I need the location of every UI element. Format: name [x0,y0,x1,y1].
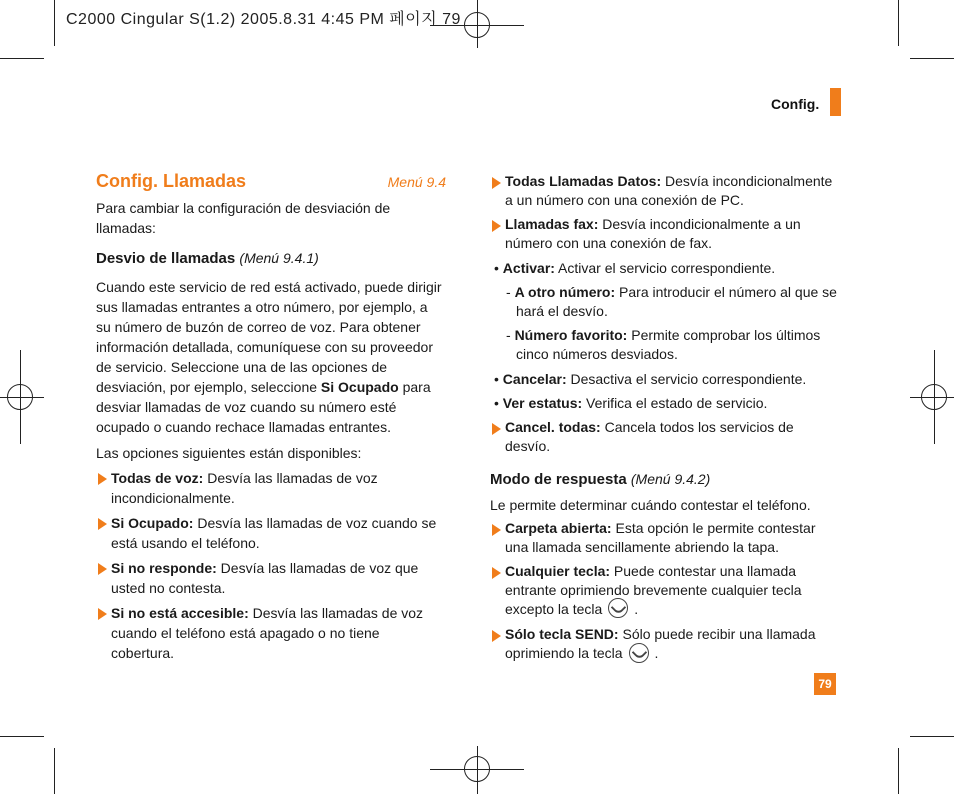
option-text: Desactiva el servicio correspondiente. [566,371,807,387]
crop-mark-bottom-right-v [898,748,899,794]
crop-mark-top-left-v [54,0,55,46]
option-text: Desvía incondicionalmente a un número con una conexión de PC. [505,173,833,208]
option-text: Verifica el estado de servicio. [582,395,768,411]
option-text: Cancela todos los servicios de desvío. [505,419,794,454]
option-label: A otro número: [514,284,616,300]
option-text: Puede contestar una llamada entrante oprimiendo brevemente cualquier tecla excepto la tecla [505,563,802,617]
arrow-bullet-icon [492,177,501,189]
arrow-bullet-icon [492,567,501,579]
arrow-bullet-icon [98,563,107,575]
page-number: 79 [814,673,836,695]
section-tab-marker [830,88,841,116]
crop-mark-top-left-h [0,58,44,59]
modo-heading [490,470,840,489]
arrow-bullet-icon [492,630,501,642]
section-tab-label: Config. [771,96,820,112]
end-key-icon [608,598,628,618]
desvio-heading-text: Desvio de llamadas [96,250,236,267]
option-text-end: . [654,645,659,662]
intro-paragraph: Para cambiar la configuración de desviación de llamadas: [96,200,391,236]
registration-mark-left-v [20,350,21,444]
option-item [490,519,840,557]
arrow-bullet-icon [492,423,501,435]
left-column [96,168,446,663]
option-label: Si no responde: [111,560,217,576]
option-text-end: . [634,601,639,617]
option-text: Esta opción le permite contestar una llamada sencillamente abriendo la tapa. [505,520,816,555]
option-label: Carpeta abierta: [505,520,612,536]
arrow-bullet-icon [98,518,107,530]
crop-mark-bottom-left-v [54,748,55,794]
option-text: Desvía incondicionalmente a un número con una conexión de fax. [505,216,801,251]
option-label: Ver estatus: [502,395,583,411]
desvio-menu-reference: (Menú 9.4.1) [239,250,319,266]
bullet-item-ver-estatus: • Ver estatus: Verifica el estado de servicio. [494,395,768,411]
crop-mark-bottom-right-h [910,736,954,737]
arrow-bullet-icon [98,608,107,620]
modo-intro: Le permite determinar cuándo contestar el teléfono. [490,497,811,513]
option-text: Permite comprobar los últimos cinco números desviados. [516,327,821,362]
option-item [490,215,840,253]
registration-mark-right-v [934,350,935,444]
registration-mark-right-h [910,397,954,398]
option-label: Activar: [502,260,555,276]
title-row [96,168,446,194]
registration-mark-top-v [477,0,478,48]
option-text: Desvía las llamadas de voz cuando se está usando el teléfono. [111,515,437,551]
option-label: Sólo tecla SEND: [505,626,619,643]
option-label: Todas Llamadas Datos: [505,173,662,189]
option-label: Si Ocupado: [111,515,194,531]
dash-item: - Número favorito: Permite comprobar los últimos cinco números desviados. [506,327,821,362]
registration-mark-bottom-v [477,746,478,794]
option-item [490,418,840,456]
desvio-heading [96,248,446,269]
bullet-item-cancelar: • Cancelar: Desactiva el servicio correspondiente. [494,371,807,387]
option-label: Cancelar: [502,371,567,387]
option-item [96,603,446,663]
option-item [96,513,446,553]
arrow-bullet-icon [98,473,107,485]
bullet-item-activar: • Activar: Activar el servicio correspondiente. [494,260,776,276]
arrow-bullet-icon [492,220,501,232]
modo-heading-text: Modo de respuesta [490,471,627,488]
option-item [490,172,840,210]
arrow-bullet-icon [492,524,501,536]
option-label: Cancel. todas: [505,419,601,435]
crop-mark-bottom-left-h [0,736,44,737]
option-item [96,468,446,508]
desvio-body-part2: para desviar llamadas de voz cuando su número esté ocupado o cuando rechace llamadas entrantes. [96,379,431,435]
option-label: Cualquier tecla: [505,563,611,579]
option-text: Desvía las llamadas de voz incondicionalmente. [111,470,378,506]
desvio-body [96,277,446,437]
option-text: Activar el servicio correspondiente. [554,260,776,276]
option-text: Sólo puede recibir una llamada oprimiendo la tecla [505,626,816,662]
print-header: C2000 Cingular S(1.2) 2005.8.31 4:45 PM 페이지 79 [66,11,461,28]
option-item [96,558,446,598]
right-column [490,168,840,665]
option-text: Desvía las llamadas de voz cuando el teléfono está apagado o no tiene cobertura. [111,605,424,661]
page-title: Config. Llamadas [96,171,247,191]
options-intro: Las opciones siguientes están disponibles: [96,445,362,461]
crop-mark-top-right-h [910,58,954,59]
option-text: Para introducir el número al que se hará el desvío. [516,284,837,319]
option-item [490,562,840,620]
option-label: Si no está accesible: [111,605,249,621]
crop-mark-top-right-v [898,0,899,46]
desvio-body-bold: Si Ocupado [320,379,399,395]
option-text: Desvía las llamadas de voz que usted no contesta. [111,560,419,596]
option-item [490,625,840,664]
dash-item: - A otro número: Para introducir el número al que se hará el desvío. [506,284,837,319]
menu-reference: Menú 9.4 [387,174,446,190]
desvio-body-part1: Cuando este servicio de red está activado, puede dirigir sus llamadas entrantes a otro número, por ejemplo, a su número de buzón de correo de voz. Para obtener información detallada, comuníquese con su proveedor de servicio. Seleccione una de las opciones de desviación, por ejemplo, seleccione [96,279,442,395]
send-key-icon [629,643,649,663]
modo-menu-reference: (Menú 9.4.2) [630,471,711,487]
option-label: Llamadas fax: [505,216,599,232]
option-label: Número favorito: [514,327,628,343]
registration-mark-left-h [0,397,44,398]
option-label: Todas de voz: [111,470,204,486]
